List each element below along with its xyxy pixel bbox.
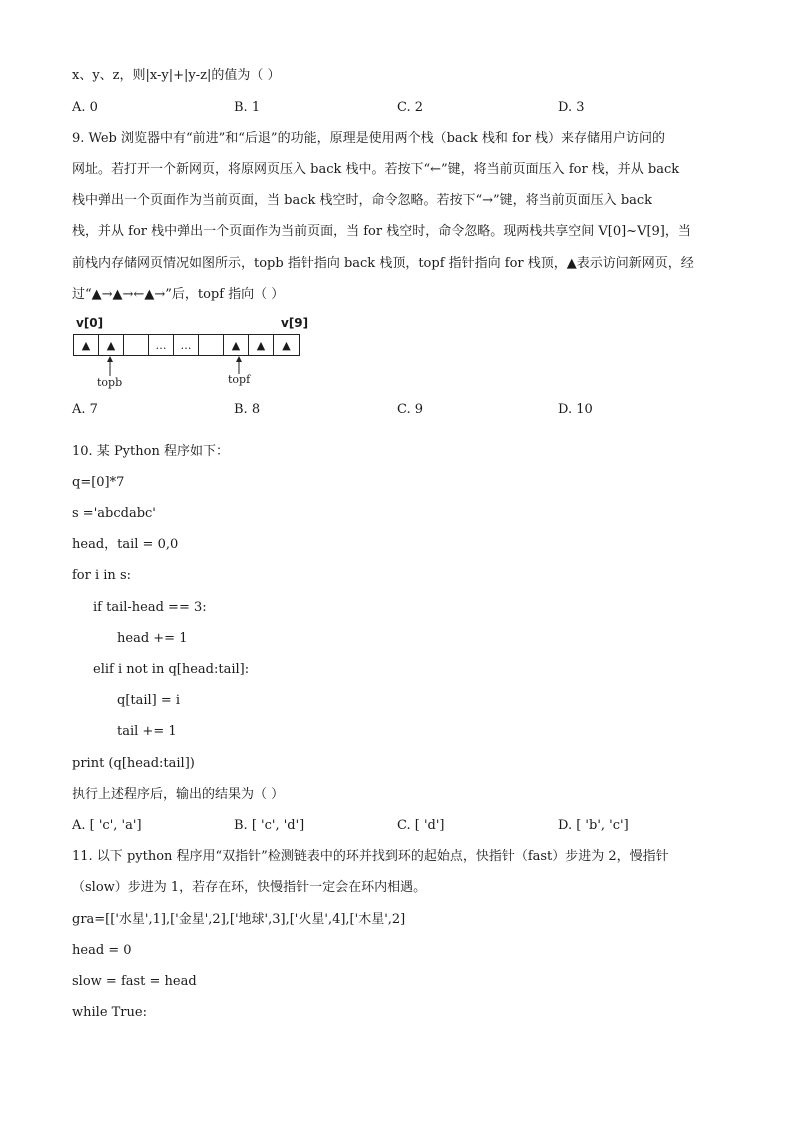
stack-cell xyxy=(199,335,224,355)
stack-array xyxy=(73,334,300,356)
topf-arrow-icon xyxy=(233,356,245,374)
q9-line-3: 栈中弹出一个页面作为当前页面，当 back 栈空时，命令忽略。若按下“→”键，将当前页面压入 back xyxy=(72,193,653,208)
q11-line-2: （slow）步进为 1，若存在环，快慢指针一定会在环内相遇。 xyxy=(72,880,427,895)
q9-option-c[interactable]: C. 9 xyxy=(397,402,424,417)
stack-cell: ▲ xyxy=(99,335,124,355)
stack-cell: … xyxy=(149,335,174,355)
q8-option-d[interactable]: D. 3 xyxy=(558,100,585,115)
code-line: elif i not in q[head:tail]: xyxy=(93,662,250,677)
stack-cell: ▲ xyxy=(74,335,99,355)
q9-line-5: 前栈内存储网页情况如图所示，topb 指针指向 back 栈顶，topf 指针指向 for 栈顶，▲表示访问新网页，经 xyxy=(72,256,694,271)
stack-cell xyxy=(124,335,149,355)
code-line: if tail-head == 3: xyxy=(93,600,207,615)
stack-cell: ▲ xyxy=(282,338,291,352)
q8-option-c[interactable]: C. 2 xyxy=(397,100,424,115)
q10-question: 执行上述程序后，输出的结果为（ ） xyxy=(72,787,285,802)
stack-cell: ▲ xyxy=(249,335,274,355)
stack-cell: … xyxy=(174,335,199,355)
stack-right-label: v[9] xyxy=(281,316,309,330)
code-line: head，tail = 0,0 xyxy=(72,537,179,552)
q10-option-b[interactable]: B. [ 'c', 'd'] xyxy=(234,818,305,833)
code-line: s ='abcdabc' xyxy=(72,506,156,521)
q10-stem: 10. 某 Python 程序如下： xyxy=(72,444,229,459)
q9-line-4: 栈，并从 for 栈中弹出一个页面作为当前页面，当 for 栈空时，命令忽略。现两栈共享空间 V[0]~V[9]，当 xyxy=(72,224,691,239)
code-line: slow = fast = head xyxy=(72,974,197,989)
topb-label: topb xyxy=(97,376,123,389)
code-line: print (q[head:tail]) xyxy=(72,756,195,771)
code-line: while True: xyxy=(72,1005,147,1020)
q9-line-2: 网址。若打开一个新网页，将原网页压入 back 栈中。若按下“←”键，将当前页面压入 for 栈，并从 back xyxy=(72,162,680,177)
code-line: head = 0 xyxy=(72,943,132,958)
stack-cell: ▲ xyxy=(224,335,249,355)
topb-arrow-icon xyxy=(104,356,116,376)
q9-option-d[interactable]: D. 10 xyxy=(558,402,593,417)
code-line: gra=[['水星',1],['金星',2],['地球',3],['火星',4],['木星',2] xyxy=(72,912,406,927)
q8-stem-tail: x、y、z，则|x-y|+|y-z|的值为（ ） xyxy=(72,68,281,83)
code-line: tail += 1 xyxy=(117,724,177,739)
q9-option-b[interactable]: B. 8 xyxy=(234,402,261,417)
code-line: head += 1 xyxy=(117,631,188,646)
code-line: q[tail] = i xyxy=(117,693,181,708)
code-line: for i in s: xyxy=(72,568,131,583)
q9-line-6: 过“▲→▲→←▲→”后，topf 指向（ ） xyxy=(72,287,285,302)
q8-option-b[interactable]: B. 1 xyxy=(234,100,261,115)
q9-option-a[interactable]: A. 7 xyxy=(72,402,98,417)
topf-label: topf xyxy=(228,373,251,386)
q10-option-a[interactable]: A. [ 'c', 'a'] xyxy=(72,818,142,833)
q9-line-1: 9. Web 浏览器中有“前进”和“后退”的功能，原理是使用两个栈（back 栈和 for 栈）来存储用户访问的 xyxy=(72,131,666,146)
code-line: q=[0]*7 xyxy=(72,475,125,490)
q8-option-a[interactable]: A. 0 xyxy=(72,100,98,115)
q10-option-c[interactable]: C. [ 'd'] xyxy=(397,818,445,833)
stack-left-label: v[0] xyxy=(76,316,104,330)
q10-option-d[interactable]: D. [ 'b', 'c'] xyxy=(558,818,629,833)
q11-line-1: 11. 以下 python 程序用“双指针”检测链表中的环并找到环的起始点，快指针（fast）步进为 2，慢指针 xyxy=(72,849,669,864)
